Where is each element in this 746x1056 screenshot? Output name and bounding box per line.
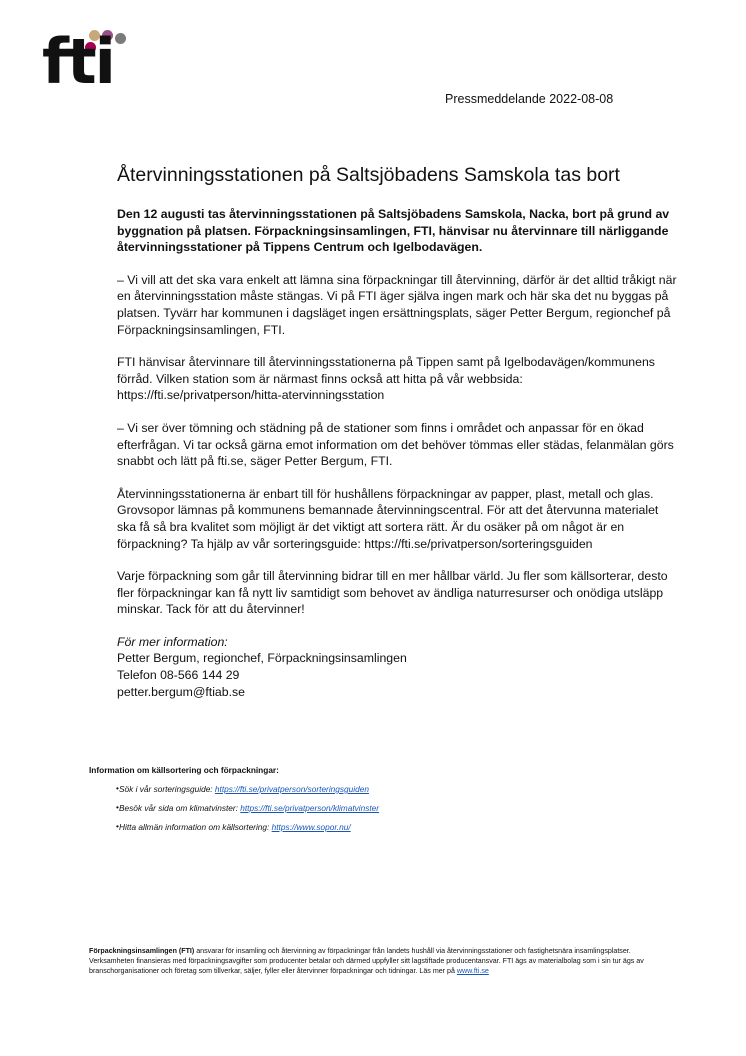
contact-name: Petter Bergum, regionchef, Förpackningsinsamlingen — [117, 651, 407, 666]
article-body — [117, 206, 677, 700]
footer-text: ansvarar för insamling och återvinning av förpackningar från landets hushåll via återvinningsstationer och fastighetsnära insamlingsplatser. Verksamheten finansieras med förpackningsavgifter som producenter betalar och därmed uppfyller sitt lagstiftade producentansvar. FTI ägs av materialbolag som i sin tur ägs av branschorganisationer och företag som tillverkar, säljer, fyller eller återvinner förpackningar och tidningar. Läs mer på — [89, 947, 644, 975]
footer-org-name: Förpackningsinsamlingen (FTI) — [89, 947, 195, 955]
klimatvinster-link[interactable]: https://fti.se/privatperson/klimatvinster — [240, 803, 380, 813]
info-item-text: Hitta allmän information om källsortering: — [119, 822, 272, 832]
footer-website-link[interactable]: www.fti.se — [456, 967, 489, 975]
press-release-date: Pressmeddelande 2022-08-08 — [445, 92, 614, 106]
list-item — [89, 803, 689, 813]
contact-heading: För mer information: — [117, 634, 228, 649]
sopor-link[interactable]: https://www.sopor.nu/ — [271, 822, 351, 832]
body-paragraph: Återvinningsstationerna är enbart till för hushållens förpackningar av papper, plast, metall och glas. Grovsopor lämnas på kommunens bemannade återvinningscentral. För att det återvunna materialet ska få så bra kvalitet som möjligt är det viktigt att sortera rätt. Är du osäker på om något är en förpackning? Ta hjälp av vår sorteringsguide: https://fti.se/privatperson/sorteringsguiden — [117, 486, 659, 551]
body-paragraph: – Vi vill att det ska vara enkelt att lämna sina förpackningar till återvinning, därför är det alltid tråkigt när en återvinningsstation måste stängas. Vi på FTI äger själva ingen mark och här ska det nu byggas på platsen. Tyvärr har kommunen i dagsläget ingen ersättningsplats, säger Petter Bergum, regionchef på Förpackningsinsamlingen, FTI. — [117, 272, 677, 337]
info-heading: Information om källsortering och förpackningar: — [89, 765, 279, 775]
fti-logo — [42, 14, 132, 96]
info-list — [89, 784, 689, 832]
bullet-icon: • — [116, 821, 119, 831]
body-paragraph: Varje förpackning som går till återvinning bidrar till en mer hållbar värld. Ju fler som källsorterar, desto fler förpackningar kan få nytt liv samtidigt som behovet av ändliga naturresurser och onödiga utsläpp minskar. Tack för att du återvinner! — [117, 569, 668, 617]
page-title: Återvinningsstationen på Saltsjöbadens Samskola tas bort — [117, 164, 620, 186]
footer-boilerplate — [89, 946, 664, 976]
body-paragraph: – Vi ser över tömning och städning på de stationer som finns i området och anpassar för en ökad efterfrågan. Vi tar också gärna emot information om det behöver tömmas eller städas, felanmälan görs snabbt och lätt på fti.se, säger Petter Bergum, FTI. — [117, 420, 674, 469]
lead-paragraph: Den 12 augusti tas återvinningsstationen på Saltsjöbadens Samskola, Nacka, bort på grund av byggnation på platsen. Förpackningsinsamlingen, FTI, hänvisar nu återvinnare till närliggande återvinningsstationer på Tippens Centrum och Igelbodavägen. — [117, 207, 670, 255]
sorteringsguiden-link[interactable]: https://fti.se/privatperson/sorteringsguiden — [214, 784, 369, 794]
list-item — [89, 822, 689, 832]
contact-email: petter.bergum@ftiab.se — [117, 684, 246, 699]
contact-phone: Telefon 08-566 144 29 — [117, 668, 240, 683]
logo-dot-grey — [115, 33, 126, 44]
body-paragraph: FTI hänvisar återvinnare till återvinningsstationerna på Tippen samt på Igelbodavägen/kommunens förråd. Vilken station som är närmast finns också att hitta på vår webbsida: https://fti.se/privatperson/hitta-atervinningsstation — [117, 355, 655, 403]
logo-wordmark: fti — [42, 25, 114, 98]
list-item — [89, 784, 689, 794]
contact-block — [117, 634, 677, 700]
info-item-text: Besök vår sida om klimatvinster: — [119, 803, 241, 813]
info-item-text: Sök i vår sorteringsguide: — [119, 784, 215, 794]
bullet-icon: • — [116, 783, 119, 793]
bullet-icon: • — [116, 802, 119, 812]
info-section — [89, 765, 689, 841]
